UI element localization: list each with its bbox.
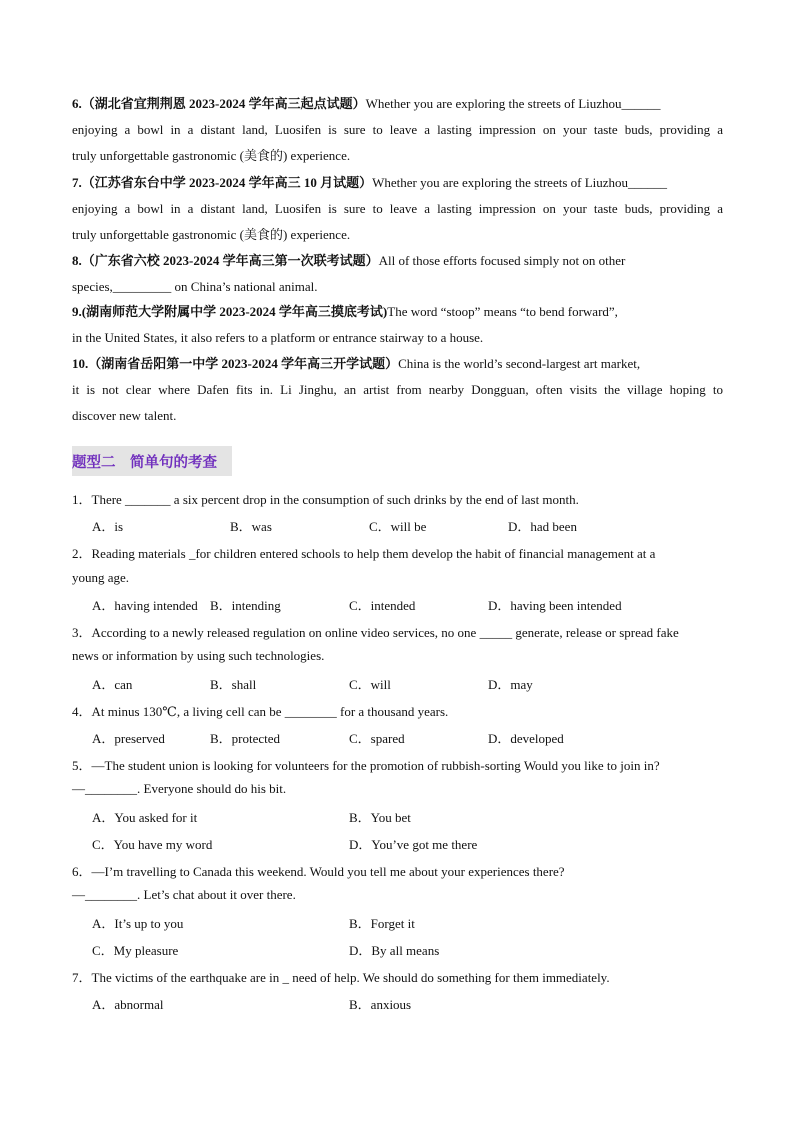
option-b: B．was — [230, 519, 272, 534]
option-c: C．will be — [369, 519, 427, 534]
exercise-text: Whether you are exploring the streets of Liuzhou______ — [372, 175, 668, 190]
question-7: 7．The victims of the earthquake are in _ need of help. We should do something for them immediately. — [72, 970, 610, 985]
exercise-text: discover new talent. — [72, 408, 177, 423]
exercise-text: The word “stoop” means “to bend forward”, — [387, 304, 618, 319]
option-d: D．By all means — [349, 943, 440, 958]
exercise-text: enjoying a bowl in a distant land, Luosifen is sure to leave a lasting impression on your taste buds, providing a — [72, 122, 723, 137]
option-d: D．You’ve got me there — [349, 837, 478, 852]
exercise-7 — [72, 170, 723, 248]
option-c: C．You have my word — [92, 837, 213, 852]
option-c: C．intended — [349, 598, 416, 613]
question-4: 4．At minus 130℃, a living cell can be ________ for a thousand years. — [72, 704, 449, 719]
option-b: B．protected — [210, 731, 281, 746]
option-d: D．having been intended — [488, 598, 622, 613]
option-c: C．will — [349, 677, 391, 692]
exercise-text: species,_________ on China’s national animal. — [72, 279, 318, 294]
exercise-8 — [72, 248, 723, 300]
exercise-text: truly unforgettable gastronomic (美食的) experience. — [72, 227, 351, 242]
exercise-text: in the United States, it also refers to a platform or entrance stairway to a house. — [72, 330, 484, 345]
option-b: B．anxious — [349, 997, 412, 1012]
option-b: B．Forget it — [349, 916, 415, 931]
exercise-source: 9.(湖南师范大学附属中学 2023-2024 学年高三摸底考试) — [72, 304, 388, 319]
question-3-cont: news or information by using such technologies. — [72, 648, 325, 663]
question-1: 1．There _______ a six percent drop in the consumption of such drinks by the end of last month. — [72, 492, 579, 507]
exercise-text: truly unforgettable gastronomic (美食的) experience. — [72, 148, 351, 163]
exercise-9 — [72, 299, 723, 351]
question-5-cont: —________. Everyone should do his bit. — [72, 781, 287, 796]
option-a: A．It’s up to you — [92, 916, 184, 931]
exercise-source: 6.（湖北省宜荆荆恩 2023-2024 学年高三起点试题） — [72, 96, 366, 111]
question-3: 3．According to a newly released regulation on online video services, no one _____ generate, release or spread fake — [72, 625, 679, 640]
exercise-text: it is not clear where Dafen fits in. Li Jinghu, an artist from nearby Dongguan, often visits the village hoping to — [72, 382, 723, 397]
option-d: D．had been — [508, 519, 577, 534]
option-a: A．You asked for it — [92, 810, 198, 825]
question-6-cont: —________. Let’s chat about it over there. — [72, 887, 296, 902]
option-b: B．shall — [210, 677, 257, 692]
option-a: A．abnormal — [92, 997, 164, 1012]
option-a: A．can — [92, 677, 133, 692]
question-2: 2．Reading materials _for children entered schools to help them develop the habit of financial management at a — [72, 546, 656, 561]
option-a: A．preserved — [92, 731, 165, 746]
option-c: C．spared — [349, 731, 405, 746]
option-d: D．may — [488, 677, 533, 692]
option-a: A．having intended — [92, 598, 198, 613]
exercise-6 — [72, 91, 723, 169]
exercise-10 — [72, 351, 723, 429]
exercise-text: All of those efforts focused simply not on other — [378, 253, 626, 268]
option-a: A．is — [92, 519, 124, 534]
exercise-text: enjoying a bowl in a distant land, Luosifen is sure to leave a lasting impression on your taste buds, providing a — [72, 201, 723, 216]
exercise-text: Whether you are exploring the streets of Liuzhou______ — [365, 96, 661, 111]
question-2-cont: young age. — [72, 570, 130, 585]
option-b: B．intending — [210, 598, 281, 613]
exercise-source: 7.（江苏省东台中学 2023-2024 学年高三 10 月试题） — [72, 175, 373, 190]
question-5: 5．—The student union is looking for volunteers for the promotion of rubbish-sorting Would you like to join in? — [72, 758, 660, 773]
section-heading — [72, 446, 232, 476]
option-c: C．My pleasure — [92, 943, 179, 958]
question-6: 6．—I’m travelling to Canada this weekend. Would you tell me about your experiences there? — [72, 864, 565, 879]
section-title: 题型二 简单句的考查 — [72, 455, 217, 471]
exercise-source: 10.（湖南省岳阳第一中学 2023-2024 学年高三开学试题） — [72, 356, 399, 371]
option-b: B．You bet — [349, 810, 411, 825]
option-d: D．developed — [488, 731, 564, 746]
exercise-text: China is the world’s second-largest art market, — [398, 356, 641, 371]
exercise-source: 8.（广东省六校 2023-2024 学年高三第一次联考试题） — [72, 253, 379, 268]
